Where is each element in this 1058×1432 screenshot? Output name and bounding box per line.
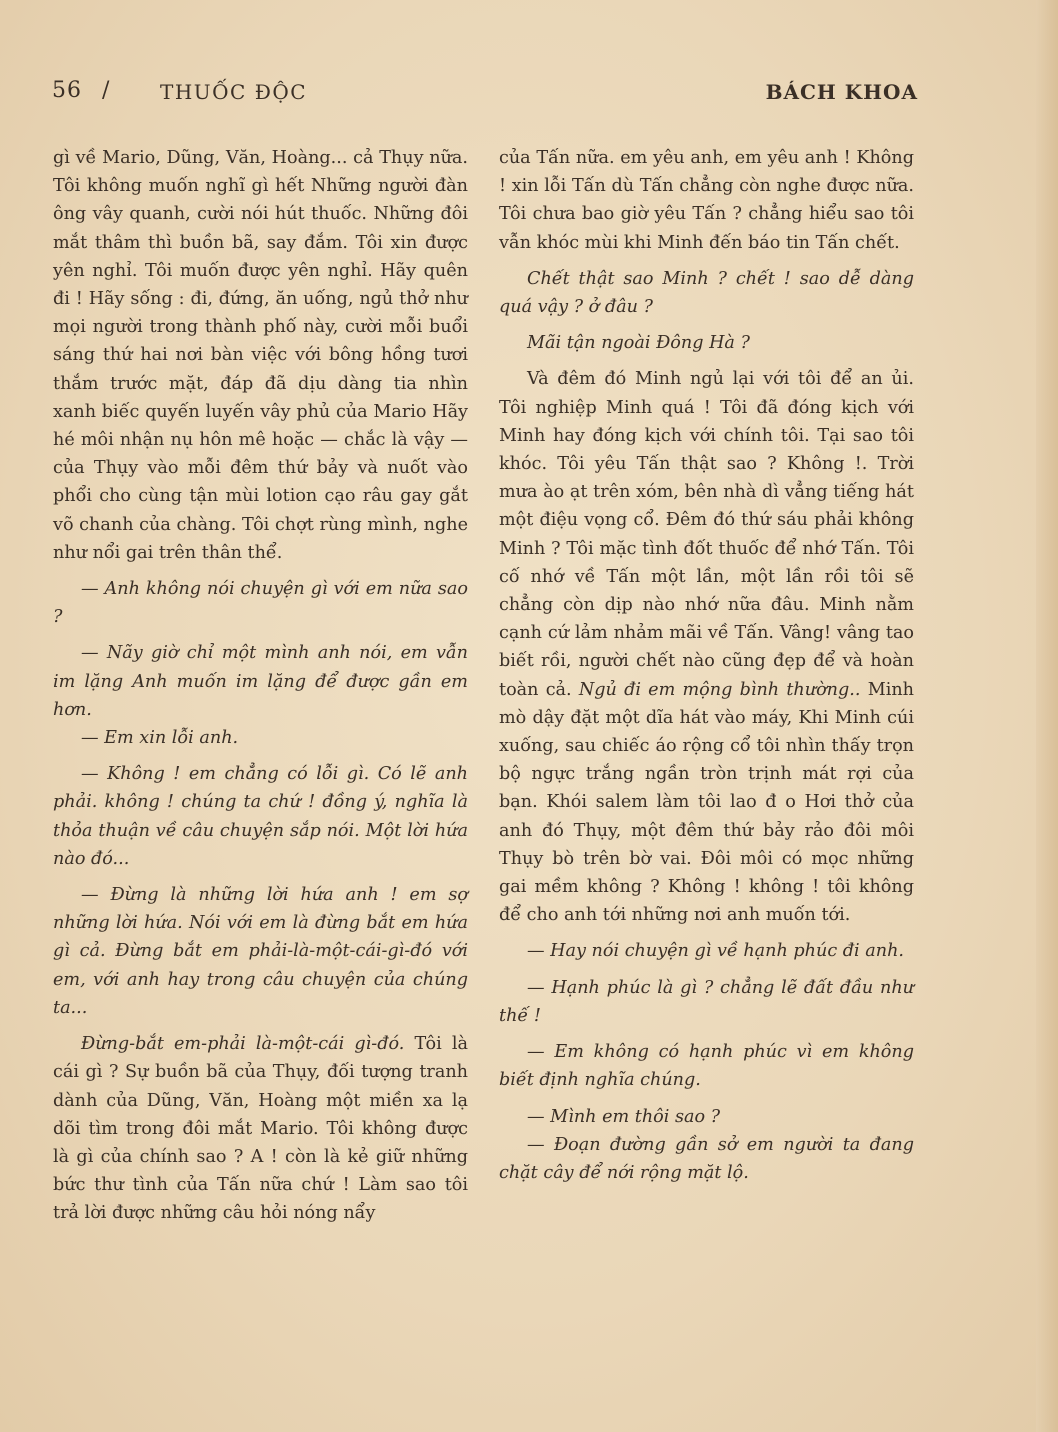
right-column (499, 144, 914, 1187)
dialogue-line: — Nãy giờ chỉ một mình anh nói, em vẫn im lặng Anh muốn im lặng để được gần em hơn. (53, 643, 468, 720)
dialogue-line: — Hay nói chuyện gì về hạnh phúc đi anh. (527, 941, 904, 962)
magazine-title: BÁCH KHOA (765, 80, 918, 104)
left-column (53, 144, 468, 1228)
dialogue-line: — Anh không nói chuyện gì với em nữa sao ? (53, 579, 468, 628)
dialogue-line: — Đoạn đường gần sở em người ta đang chặt cây để nới rộng mặt lộ. (499, 1134, 914, 1183)
paragraph (53, 1030, 468, 1227)
italic-phrase: Đừng-bắt em-phải là-một-cái gì-đó. (81, 1034, 405, 1055)
paragraph-text: Minh mò dậy đặt một dĩa hát vào máy, Khi Minh cúi xuống, sau chiếc áo rộng cổ tôi nhìn thấy trọn bộ ngực trắng ngần tròn trịnh mát rợi của bạn. Khói salem làm tôi lao đ o Hơi thở của anh đó Thụy, một đêm thứ bảy rảo đôi môi Thụy bò trên bờ vai. Đôi môi có mọc những gai mềm không ? Không ! không ! tôi không để cho anh tới những nơi anh muốn tới. (499, 679, 914, 926)
dialogue-line: — Em không có hạnh phúc vì em không biết định nghĩa chúng. (499, 1042, 914, 1091)
paragraph: của Tấn nữa. em yêu anh, em yêu anh ! Không ! xin lỗi Tấn dù Tấn chẳng còn nghe được nữa. Tôi chưa bao giờ yêu Tấn ? chẳng hiểu sao tôi vẫn khóc mùi khi Minh đến báo tin Tấn chết. (499, 148, 914, 253)
header-separator: / (102, 78, 110, 103)
paragraph-text: Và đêm đó Minh ngủ lại với tôi để an ủi. Tôi nghiệp Minh quá ! Tôi đã đóng kịch với Minh hay đóng kịch với chính tôi. Tại sao tôi khóc. Tôi yêu Tấn thật sao ? Không !. Trời mưa ào ạt trên xóm, bên nhà dì vẳng tiếng hát một điệu vọng cổ. Đêm đó thứ sáu phải không Minh ? Tôi mặc tình đốt thuốc để nhớ Tấn. Tôi cố nhớ về Tấn một lần, một lần rồi tôi sẽ chẳng còn dịp nào nhớ nữa đâu. Minh nằm cạnh cứ lảm nhảm mãi về Tấn. Vâng! vâng tao biết rồi, người chết nào cũng đẹp để và hoàn toàn cả. (499, 369, 914, 700)
page-number: 56 (52, 78, 82, 103)
dialogue-line: — Em xin lỗi anh. (81, 728, 239, 749)
paragraph: gì về Mario, Dũng, Văn, Hoàng... cả Thụy nữa. Tôi không muốn nghĩ gì hết Những người đàn ông vây quanh, cười nói hút thuốc. Những đôi mắt thâm thì buồn bã, say đắm. Tôi xin được yên nghỉ. Tôi muốn được yên nghỉ. Hãy quên đi ! Hãy sống : đi, đứng, ăn uống, ngủ thở như mọi người trong thành phố này, cười mỗi buổi sáng thứ hai nơi bàn việc với bông hồng tươi thắm trước mặt, đáp đã dịu dàng tia nhìn xanh biếc quyến luyến vây phủ của Mario Hãy hé môi nhận nụ hôn mê hoặc — chắc là vậy — của Thụy vào mỗi đêm thứ bảy và nuốt vào phổi cho cùng tận mùi lotion cạo râu gay gắt võ chanh của chàng. Tôi chợt rùng mình, nghe như nổi gai trên thân thể. (53, 148, 468, 563)
dialogue-line: Chết thật sao Minh ? chết ! sao dễ dàng quá vậy ? ở đâu ? (499, 268, 914, 318)
paragraph (499, 365, 914, 929)
dialogue-line: — Hạnh phúc là gì ? chẳng lẽ đất đầu như thế ! (499, 977, 914, 1026)
paragraph-text: Tôi là cái gì ? Sự buồn bã của Thụy, đối tượng tranh dành của Dũng, Văn, Hoàng một miền xa lạ dõi tìm trong đôi mắt Mario. Tôi không được là gì của chính sao ? A ! còn là kẻ giữ những bức thư tình của Tấn nữa chứ ! Làm sao tôi trả lời được những câu hỏi nóng nẩy (53, 1034, 469, 1224)
dialogue-line: — Đừng là những lời hứa anh ! em sợ những lời hứa. Nói với em là đừng bắt em hứa gì cả. Đừng bắt em phải-là-một-cái-gì-đó với em, với anh hay trong câu chuyện của chúng ta... (53, 885, 468, 1018)
italic-phrase: Ngủ đi em mộng bình thường.. (578, 679, 861, 700)
page-spine-shadow (1036, 0, 1058, 1432)
page-header (52, 78, 918, 108)
running-title: THUỐC ĐỘC (160, 80, 308, 104)
dialogue-line: — Không ! em chẳng có lỗi gì. Có lẽ anh phải. không ! chúng ta chứ ! đồng ý, nghĩa là thỏa thuận về câu chuyện sắp nói. Một lời hứa nào đó... (53, 764, 468, 869)
dialogue-line: Mãi tận ngoài Đông Hà ? (527, 333, 750, 354)
dialogue-line: — Mình em thôi sao ? (527, 1106, 721, 1127)
